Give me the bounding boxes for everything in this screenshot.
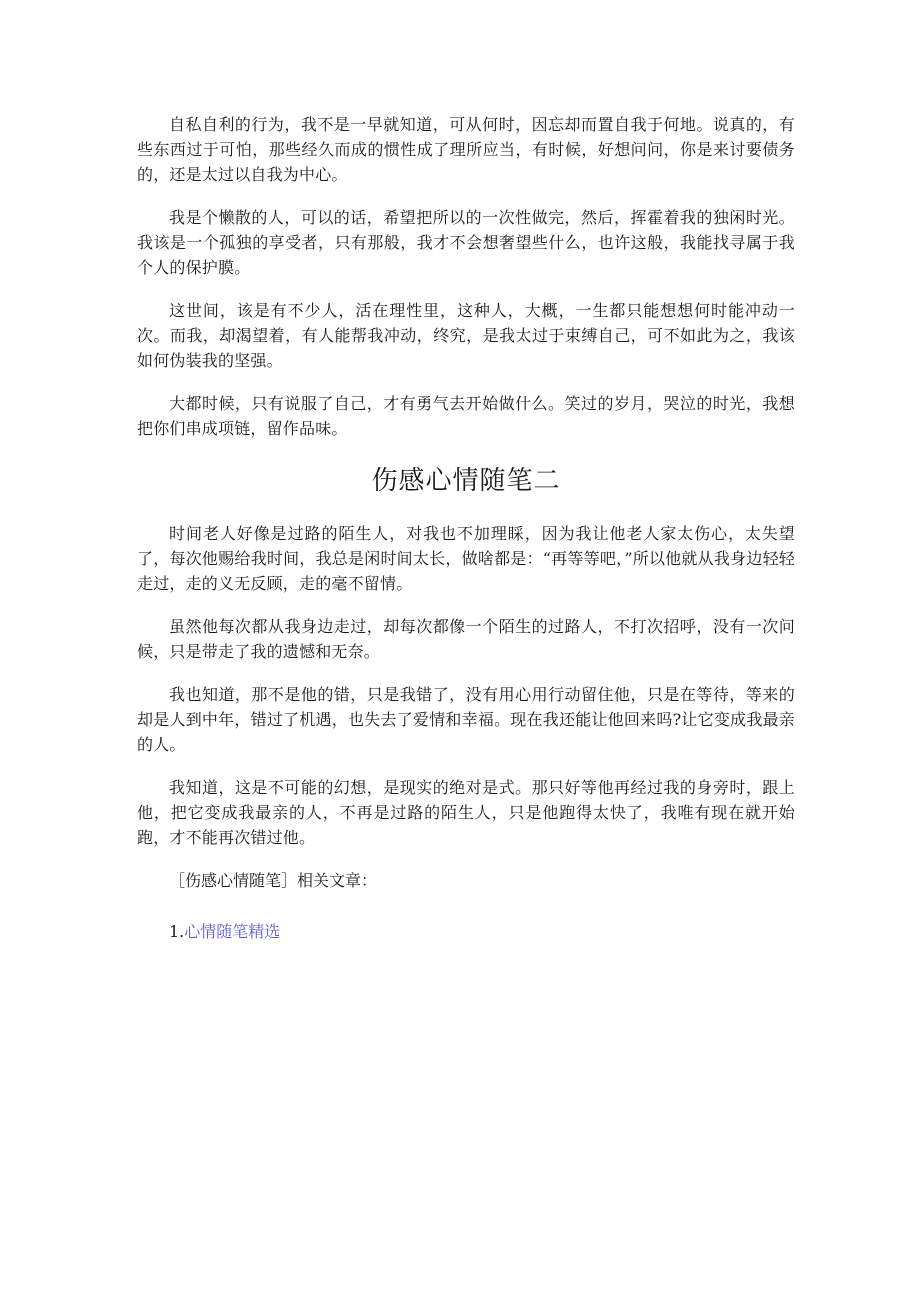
- section-title: 伤感心情随笔二: [371, 466, 561, 496]
- related-article-item: [137, 919, 795, 944]
- related-articles-label: ［伤感心情随笔］相关文章：: [169, 871, 378, 890]
- paragraph: 自私自利的行为，我不是一早就知道，可从何时，因忘却而置自我于何地。说真的，有些东西过于可怕，那些经久而成的惯性成了理所应当，有时候，好想问问，你是来讨要债务的，还是太过以自我为中心。: [137, 115, 795, 184]
- paragraph: 时间老人好像是过路的陌生人，对我也不加理睬，因为我让他老人家太伤心，太失望了，每次他赐给我时间，我总是闲时间太长，做啥都是：“再等等吧，”所以他就从我身边轻轻走过，走的义无反顾，走的毫不留情。: [137, 524, 795, 593]
- paragraph: 虽然他每次都从我身边走过，却每次都像一个陌生的过路人，不打次招呼，没有一次问候，只是带走了我的遗憾和无奈。: [137, 617, 795, 661]
- paragraph: 我知道，这是不可能的幻想，是现实的绝对是式。那只好等他再经过我的身旁时，跟上他，把它变成我最亲的人，不再是过路的陌生人，只是他跑得太快了，我唯有现在就开始跑，才不能再次错过他。: [137, 778, 795, 847]
- related-article-number: 1.: [169, 922, 185, 941]
- paragraph: 我也知道，那不是他的错，只是我错了，没有用心用行动留住他，只是在等待，等来的却是人到中年，错过了机遇，也失去了爱情和幸福。现在我还能让他回来吗?让它变成我最亲的人。: [137, 685, 795, 754]
- related-article-link[interactable]: 心情随笔精选: [184, 922, 281, 941]
- document-page: [137, 112, 795, 944]
- paragraph: 大都时候，只有说服了自己，才有勇气去开始做什么。笑过的岁月，哭泣的时光，我想把你们串成项链，留作品味。: [137, 394, 795, 438]
- paragraph: 这世间，该是有不少人，活在理性里，这种人，大概，一生都只能想想何时能冲动一次。而我，却渴望着，有人能帮我冲动，终究，是我太过于束缚自己，可不如此为之，我该如何伪装我的坚强。: [137, 301, 795, 370]
- paragraph: 我是个懒散的人，可以的话，希望把所以的一次性做完，然后，挥霍着我的独闲时光。我该是一个孤独的享受者，只有那般，我才不会想奢望些什么，也许这般，我能找寻属于我个人的保护膜。: [137, 208, 795, 277]
